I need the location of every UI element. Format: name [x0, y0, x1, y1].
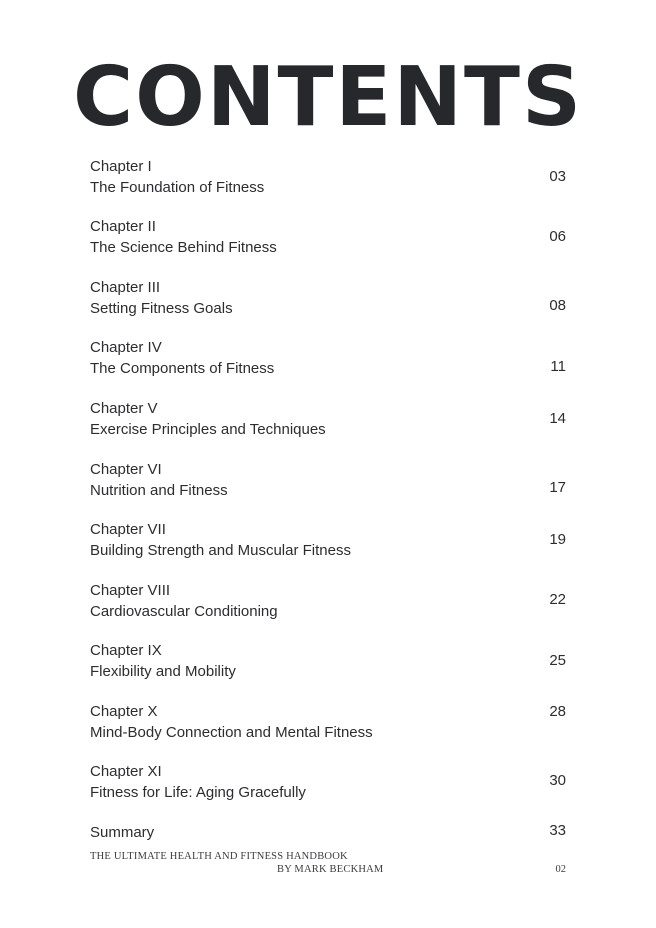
toc-page-number: 33	[549, 822, 566, 839]
toc-chapter-title: Flexibility and Mobility	[90, 663, 236, 680]
toc-page-number: 28	[549, 703, 566, 720]
toc-entry[interactable]	[90, 823, 566, 845]
page-title: CONTENTS	[72, 50, 584, 145]
toc-chapter-label: Chapter IX	[90, 642, 162, 659]
toc-page-number: 11	[550, 358, 566, 375]
toc-entry[interactable]	[90, 641, 566, 685]
toc-chapter-title: Mind-Body Connection and Mental Fitness	[90, 724, 373, 741]
toc-page-number: 08	[549, 297, 566, 314]
toc-chapter-title: Cardiovascular Conditioning	[90, 603, 278, 620]
toc-entry[interactable]	[90, 157, 566, 201]
toc-page-number: 14	[549, 410, 566, 427]
toc-chapter-title: The Science Behind Fitness	[90, 239, 277, 256]
toc-chapter-label: Chapter II	[90, 218, 156, 235]
toc-chapter-title: Nutrition and Fitness	[90, 482, 228, 499]
toc-page-number: 25	[549, 652, 566, 669]
toc-entry[interactable]	[90, 762, 566, 806]
toc-chapter-title: Fitness for Life: Aging Gracefully	[90, 784, 306, 801]
toc-chapter-label: Chapter VIII	[90, 582, 171, 599]
toc-page-number: 17	[549, 479, 566, 496]
toc-entry[interactable]	[90, 460, 566, 504]
toc-chapter-label: Chapter I	[90, 158, 152, 175]
toc-chapter-label: Chapter VI	[90, 461, 162, 478]
toc-chapter-title: The Foundation of Fitness	[90, 179, 265, 196]
toc-entry[interactable]	[90, 278, 566, 322]
toc-entry[interactable]	[90, 399, 566, 443]
footer-author: BY MARK BECKHAM	[277, 864, 384, 875]
toc-entry[interactable]	[90, 217, 566, 261]
toc-chapter-title: Setting Fitness Goals	[90, 300, 233, 317]
toc-page-number: 03	[549, 168, 566, 185]
toc-chapter-title: Building Strength and Muscular Fitness	[90, 542, 351, 559]
footer-page-number: 02	[555, 864, 566, 875]
toc-page-number: 06	[549, 228, 566, 245]
toc-chapter-label: Chapter III	[90, 279, 161, 296]
toc-entry[interactable]	[90, 338, 566, 382]
toc-entry[interactable]	[90, 581, 566, 625]
toc-entry[interactable]	[90, 702, 566, 746]
toc-page-number: 19	[549, 531, 566, 548]
toc-chapter-label: Chapter V	[90, 400, 158, 417]
footer-book-title: THE ULTIMATE HEALTH AND FITNESS HANDBOOK	[90, 851, 348, 862]
toc-page-number: 22	[549, 591, 566, 608]
toc-entry[interactable]	[90, 520, 566, 564]
toc-page-number: 30	[549, 772, 566, 789]
toc-chapter-label: Chapter X	[90, 703, 158, 720]
toc-chapter-title: The Components of Fitness	[90, 360, 275, 377]
toc-chapter-title: Exercise Principles and Techniques	[90, 421, 326, 438]
toc-chapter-label: Chapter IV	[90, 339, 162, 356]
toc-chapter-label: Chapter VII	[90, 521, 166, 538]
toc-chapter-label: Summary	[90, 824, 155, 841]
toc-chapter-label: Chapter XI	[90, 763, 162, 780]
